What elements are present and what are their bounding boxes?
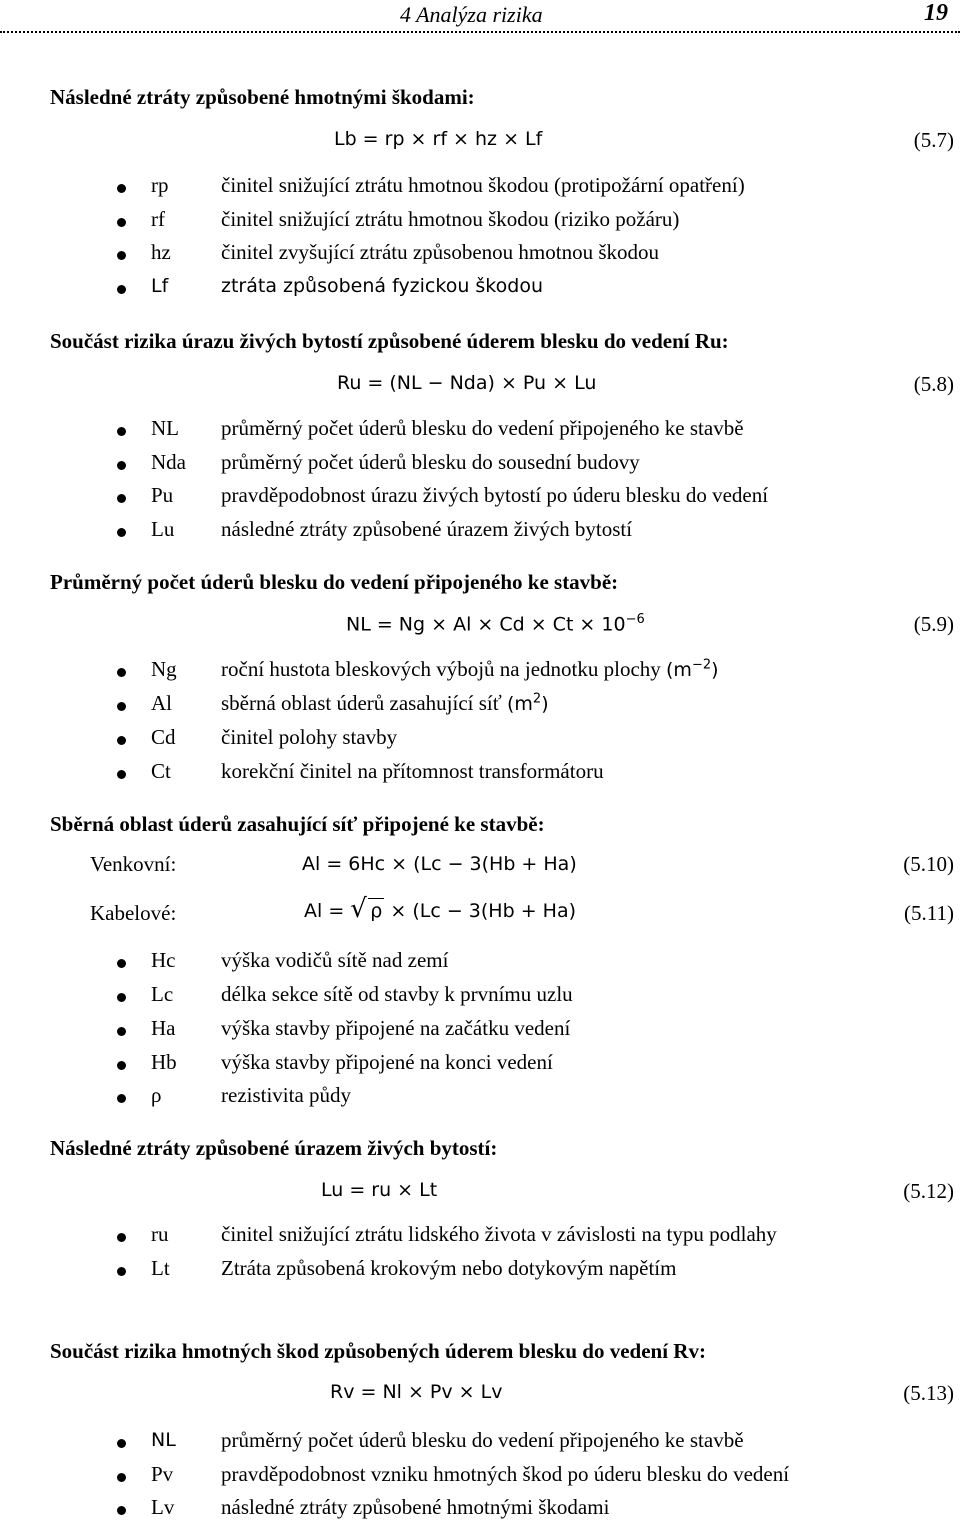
bullet-icon	[117, 1094, 126, 1103]
page-header	[0, 0, 960, 34]
header-divider	[0, 31, 960, 33]
bullet-icon	[117, 1439, 126, 1448]
equation	[304, 894, 576, 924]
bullet-icon	[117, 285, 126, 294]
list-item	[0, 240, 960, 270]
bullet-icon	[117, 959, 126, 968]
section-heading: Sběrná oblast úderů zasahující síť připojené ke stavbě:	[50, 812, 545, 836]
item-symbol: Hb	[151, 1050, 177, 1074]
bullet-icon	[117, 1506, 126, 1515]
list-item	[0, 691, 960, 721]
bullet-icon	[117, 1027, 126, 1036]
item-description: pravděpodobnost vzniku hmotných škod po úderu blesku do vedení	[221, 1462, 790, 1486]
item-description: následné ztráty způsobené úrazem živých bytostí	[221, 517, 633, 541]
equation-label: Kabelové:	[90, 901, 177, 925]
item-description: činitel snižující ztrátu hmotnou škodou (protipožární opatření)	[221, 173, 745, 197]
item-text: roční hustota bleskových výbojů na jednotku plochy	[221, 657, 661, 681]
item-description: rezistivita půdy	[221, 1083, 352, 1107]
equation: Rv = Nl × Pv × Lv	[330, 1381, 503, 1403]
section-heading: Součást rizika úrazu živých bytostí způsobené úderem blesku do vedení Ru:	[50, 329, 729, 353]
equation-number: (5.8)	[913, 372, 954, 396]
list-item	[0, 274, 960, 304]
bullet-icon	[117, 218, 126, 227]
radicand: ρ	[370, 900, 383, 922]
list-item	[0, 1256, 960, 1286]
item-description: průměrný počet úderů blesku do sousední budovy	[221, 450, 640, 474]
list-item	[0, 416, 960, 446]
radical-icon: √	[350, 894, 367, 924]
bullet-icon	[117, 736, 126, 745]
list-item	[0, 948, 960, 978]
list-item	[0, 173, 960, 203]
equation-number: (5.12)	[903, 1179, 954, 1203]
item-symbol: NL	[151, 1429, 176, 1451]
bullet-icon	[117, 702, 126, 711]
equation: Lb = rp × rf × hz × Lf	[334, 128, 543, 150]
item-description: činitel polohy stavby	[221, 725, 398, 749]
item-description: činitel zvyšující ztrátu způsobenou hmotnou škodou	[221, 240, 660, 264]
bullet-icon	[117, 184, 126, 193]
item-symbol: Lv	[151, 1495, 175, 1519]
item-description: následné ztráty způsobené hmotnými škodami	[221, 1495, 610, 1519]
item-symbol: Ng	[151, 657, 177, 681]
bullet-icon	[117, 668, 126, 677]
item-symbol: ru	[151, 1222, 169, 1246]
item-description: Ztráta způsobená krokovým nebo dotykovým napětím	[221, 1256, 677, 1280]
section-heading: Následné ztráty způsobené úrazem živých bytostí:	[50, 1136, 498, 1160]
unit: $(m^2)$	[506, 691, 549, 715]
item-symbol: rp	[151, 173, 169, 197]
item-description: průměrný počet úderů blesku do vedení připojeného ke stavbě	[221, 416, 744, 440]
item-description: průměrný počet úderů blesku do vedení připojeného ke stavbě	[221, 1428, 744, 1452]
list-item	[0, 450, 960, 480]
equation-number: (5.9)	[913, 612, 954, 636]
equation: Al = 6Hc × (Lc − 3(Hb + Ha)	[302, 853, 577, 875]
equation-number: (5.13)	[903, 1381, 954, 1405]
item-description: výška stavby připojené na konci vedení	[221, 1050, 553, 1074]
section-heading: Průměrný počet úderů blesku do vedení připojeného ke stavbě:	[50, 570, 619, 594]
equation: Lu = ru × Lt	[321, 1179, 438, 1201]
bullet-icon	[117, 1233, 126, 1242]
bullet-icon	[117, 993, 126, 1002]
equation-lhs: Al =	[304, 900, 345, 922]
item-symbol: Nda	[151, 450, 186, 474]
item-symbol: Ha	[151, 1016, 176, 1040]
item-description	[221, 657, 719, 682]
list-item	[0, 1016, 960, 1046]
item-text: sběrná oblast úderů zasahující síť	[221, 691, 502, 715]
unit: $(m^{-2})$	[666, 657, 719, 681]
bullet-icon	[117, 1267, 126, 1276]
list-item	[0, 1462, 960, 1492]
square-root	[350, 894, 384, 924]
item-symbol: Pu	[151, 483, 174, 507]
list-item	[0, 657, 960, 687]
item-symbol: hz	[151, 240, 171, 264]
item-symbol: Cd	[151, 725, 176, 749]
item-symbol: Lc	[151, 982, 174, 1006]
chapter-title: 4 Analýza rizika	[400, 2, 543, 27]
item-symbol: Pv	[151, 1462, 174, 1486]
item-description	[221, 691, 549, 716]
equation: Ru = (NL − Nda) × Pu × Lu	[337, 372, 597, 394]
bullet-icon	[117, 1061, 126, 1070]
list-item	[0, 207, 960, 237]
item-symbol: Ct	[151, 759, 171, 783]
bullet-icon	[117, 494, 126, 503]
item-symbol: NL	[151, 416, 179, 440]
bullet-icon	[117, 427, 126, 436]
item-symbol: rf	[151, 207, 165, 231]
item-description: ztráta způsobená fyzickou škodou	[221, 275, 543, 297]
equation-label: Venkovní:	[90, 852, 177, 876]
section-heading: Následné ztráty způsobené hmotnými škodami:	[50, 85, 475, 109]
bullet-icon	[117, 1473, 126, 1482]
item-description: činitel snižující ztrátu lidského života v závislosti na typu podlahy	[221, 1222, 777, 1246]
item-symbol: Lf	[151, 275, 169, 297]
list-item	[0, 517, 960, 547]
item-description: délka sekce sítě od stavby k prvnímu uzlu	[221, 982, 573, 1006]
section-heading: Součást rizika hmotných škod způsobených úderem blesku do vedení Rv:	[50, 1339, 706, 1363]
list-item	[0, 1083, 960, 1113]
equation-rhs: × (Lc − 3(Hb + Ha)	[390, 900, 576, 922]
item-symbol: Al	[151, 691, 172, 715]
equation-exponent: −6	[625, 612, 645, 627]
bullet-icon	[117, 770, 126, 779]
list-item	[0, 1050, 960, 1080]
equation-base: NL = Ng × Al × Cd × Ct × 10	[346, 613, 626, 636]
item-symbol: Hc	[151, 948, 176, 972]
list-item	[0, 759, 960, 789]
item-symbol: Lu	[151, 517, 175, 541]
item-description: výška stavby připojené na začátku vedení	[221, 1016, 571, 1040]
equation-number: (5.10)	[903, 852, 954, 876]
equation-number: (5.11)	[904, 901, 954, 925]
list-item	[0, 725, 960, 755]
item-symbol: Lt	[151, 1256, 170, 1280]
item-description: korekční činitel na přítomnost transformátoru	[221, 759, 604, 783]
list-item	[0, 982, 960, 1012]
page-number: 19	[924, 0, 948, 26]
item-description: výška vodičů sítě nad zemí	[221, 948, 449, 972]
item-description: činitel snižující ztrátu hmotnou škodou (riziko požáru)	[221, 207, 680, 231]
bullet-icon	[117, 251, 126, 260]
item-description: pravděpodobnost úrazu živých bytostí po úderu blesku do vedení	[221, 483, 769, 507]
list-item	[0, 1222, 960, 1252]
bullet-icon	[117, 528, 126, 537]
equation-number: (5.7)	[913, 128, 954, 152]
list-item	[0, 483, 960, 513]
bullet-icon	[117, 461, 126, 470]
list-item	[0, 1428, 960, 1458]
item-symbol: ρ	[151, 1083, 162, 1107]
equation	[346, 612, 645, 635]
